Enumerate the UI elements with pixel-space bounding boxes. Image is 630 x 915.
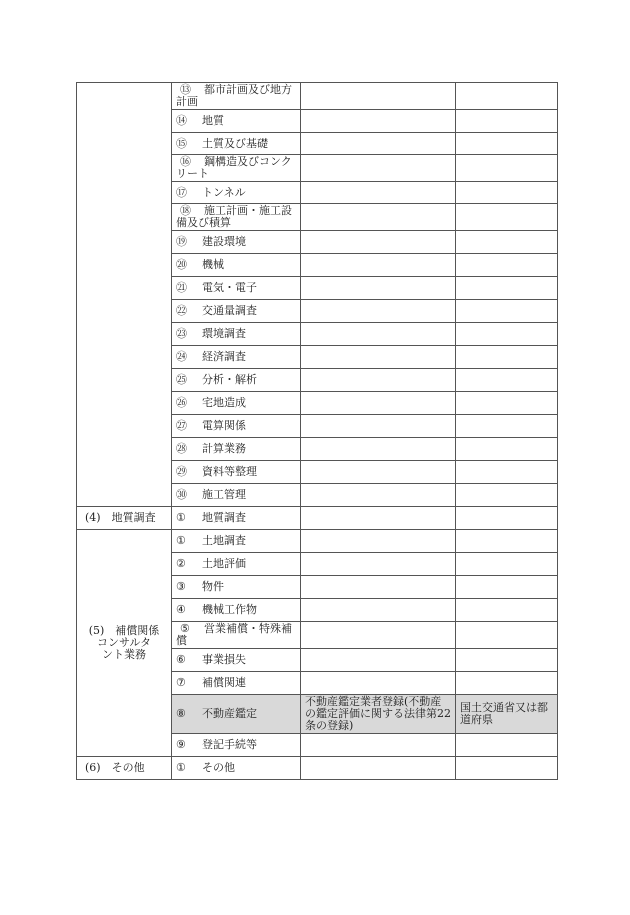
subcategory-cell [172,323,301,346]
item-label: 登記手続等 [202,738,257,751]
subcategory-cell [172,438,301,461]
item-number: ⑨ [176,738,186,751]
item-label: 建設環境 [202,235,246,248]
authority-cell [456,83,558,110]
registration-cell [301,438,456,461]
item-label: 都市計画及び地方計画 [176,83,292,108]
registration-cell: 不動産鑑定業者登録(不動産の鑑定評価に関する法律第22条の登録) [301,695,456,734]
item-number: ㉙ [176,465,187,478]
authority-cell [456,369,558,392]
subcategory-cell [172,155,301,182]
registration-cell [301,277,456,300]
category-cell-compensation-consulting: (5) 補償関係 コンサルタ ント業務 [77,530,172,757]
item-label: 分析・解析 [202,373,257,386]
registration-cell [301,110,456,133]
authority-cell [456,346,558,369]
authority-cell [456,254,558,277]
table-row [77,757,558,780]
authority-cell [456,155,558,182]
subcategory-cell [172,254,301,277]
subcategory-cell [172,369,301,392]
item-label: 事業損失 [202,653,246,666]
registration-cell [301,484,456,507]
registration-cell [301,672,456,695]
item-label: 地質 [202,114,224,127]
subcategory-cell [172,231,301,254]
subcategory-cell [172,530,301,553]
registration-cell [301,734,456,757]
registration-cell [301,415,456,438]
authority-cell [456,438,558,461]
registration-cell [301,300,456,323]
authority-cell [456,415,558,438]
item-number: ⑦ [176,676,186,689]
authority-cell [456,672,558,695]
subcategory-cell [172,277,301,300]
category-cell-blank [77,83,172,507]
item-label: 鋼構造及びコンクリート [176,155,292,180]
item-number: ⑰ [176,185,187,199]
registration-cell [301,553,456,576]
item-number: ㉒ [176,304,187,317]
registration-cell [301,204,456,231]
item-number: ⑧ [176,707,186,720]
subcategory-cell [172,461,301,484]
item-label: 電気・電子 [202,281,257,294]
table-row [77,530,558,553]
category-cell-geological-survey: (4) 地質調査 [77,507,172,530]
registration-cell [301,530,456,553]
authority-cell [456,204,558,231]
authority-cell [456,649,558,672]
item-number: ④ [176,603,186,616]
item-label: 不動産鑑定 [202,707,257,720]
subcategory-cell [172,415,301,438]
item-label: 補償関連 [202,676,246,689]
item-label: 環境調査 [202,327,246,340]
item-number: ⑲ [176,235,187,248]
subcategory-cell [172,622,301,649]
item-label: 営業補償・特殊補償 [176,622,292,647]
authority-cell [456,757,558,780]
subcategory-cell [172,346,301,369]
item-number: ⑤ [180,622,190,635]
registration-cell [301,369,456,392]
registration-cell [301,323,456,346]
item-number: ㉚ [176,488,187,501]
authority-cell [456,553,558,576]
authority-cell [456,300,558,323]
authority-cell [456,182,558,204]
item-number: ㉘ [176,442,187,455]
item-label: 宅地造成 [202,396,246,409]
subcategory-cell [172,133,301,155]
item-number: ⑱ [180,204,191,217]
item-label: 電算関係 [202,419,246,432]
item-label: 物件 [202,580,224,593]
registration-cell [301,182,456,204]
registration-cell [301,133,456,155]
authority-cell [456,461,558,484]
subcategory-cell [172,599,301,622]
item-number: ㉓ [176,327,187,340]
table-row [77,83,558,110]
item-number: ㉖ [176,396,187,409]
item-number: ① [176,534,186,547]
registration-cell [301,461,456,484]
registration-cell [301,392,456,415]
item-number: ㉕ [176,373,187,386]
item-number: ① [176,761,186,774]
item-label: 施工計画・施工設備及び積算 [176,204,292,229]
authority-cell [456,484,558,507]
item-number: ① [176,511,186,524]
item-number: ③ [176,580,186,593]
authority-cell: 国土交通省又は都道府県 [456,695,558,734]
registration-cell [301,231,456,254]
item-label: 経済調査 [202,350,246,363]
authority-cell [456,576,558,599]
subcategory-cell [172,672,301,695]
qualification-table [76,82,558,780]
authority-cell [456,110,558,133]
subcategory-cell [172,553,301,576]
authority-cell [456,599,558,622]
item-label: 交通量調査 [202,304,257,317]
authority-cell [456,507,558,530]
category-cell-other: (6) その他 [77,757,172,780]
item-number: ⑯ [180,155,191,168]
item-label: 施工管理 [202,488,246,501]
registration-cell [301,83,456,110]
item-label: 資料等整理 [202,465,257,478]
registration-cell [301,155,456,182]
authority-cell [456,734,558,757]
registration-cell [301,507,456,530]
item-label: 機械 [202,258,224,271]
item-label: 土地評価 [202,557,246,570]
subcategory-cell [172,695,301,734]
item-number: ⑳ [176,258,187,271]
subcategory-cell [172,576,301,599]
subcategory-cell [172,649,301,672]
registration-cell [301,649,456,672]
authority-cell [456,392,558,415]
authority-cell [456,133,558,155]
item-number: ㉗ [176,419,187,432]
item-label: 土地調査 [202,534,246,547]
registration-cell [301,576,456,599]
subcategory-cell [172,507,301,530]
subcategory-cell [172,110,301,133]
registration-cell [301,757,456,780]
subcategory-cell [172,734,301,757]
registration-cell [301,254,456,277]
subcategory-cell [172,182,301,204]
item-number: ⑬ [180,83,191,96]
item-label: 機械工作物 [202,603,257,616]
item-number: ㉔ [176,350,187,363]
item-label: 計算業務 [202,442,246,455]
table-row [77,507,558,530]
registration-cell [301,346,456,369]
subcategory-cell [172,484,301,507]
authority-cell [456,530,558,553]
registration-cell [301,622,456,649]
item-number: ⑥ [176,653,186,666]
item-label: 土質及び基礎 [202,136,268,150]
subcategory-cell [172,300,301,323]
item-number: ⑭ [176,114,187,127]
authority-cell [456,277,558,300]
item-number: ㉑ [176,281,187,294]
authority-cell [456,622,558,649]
item-label: トンネル [202,185,246,199]
subcategory-cell [172,83,301,110]
registration-cell [301,599,456,622]
subcategory-cell [172,392,301,415]
subcategory-cell [172,757,301,780]
authority-cell [456,231,558,254]
item-number: ② [176,557,186,570]
authority-cell [456,323,558,346]
item-label: その他 [202,761,235,774]
item-label: 地質調査 [202,511,246,524]
subcategory-cell [172,204,301,231]
item-number: ⑮ [176,136,187,150]
